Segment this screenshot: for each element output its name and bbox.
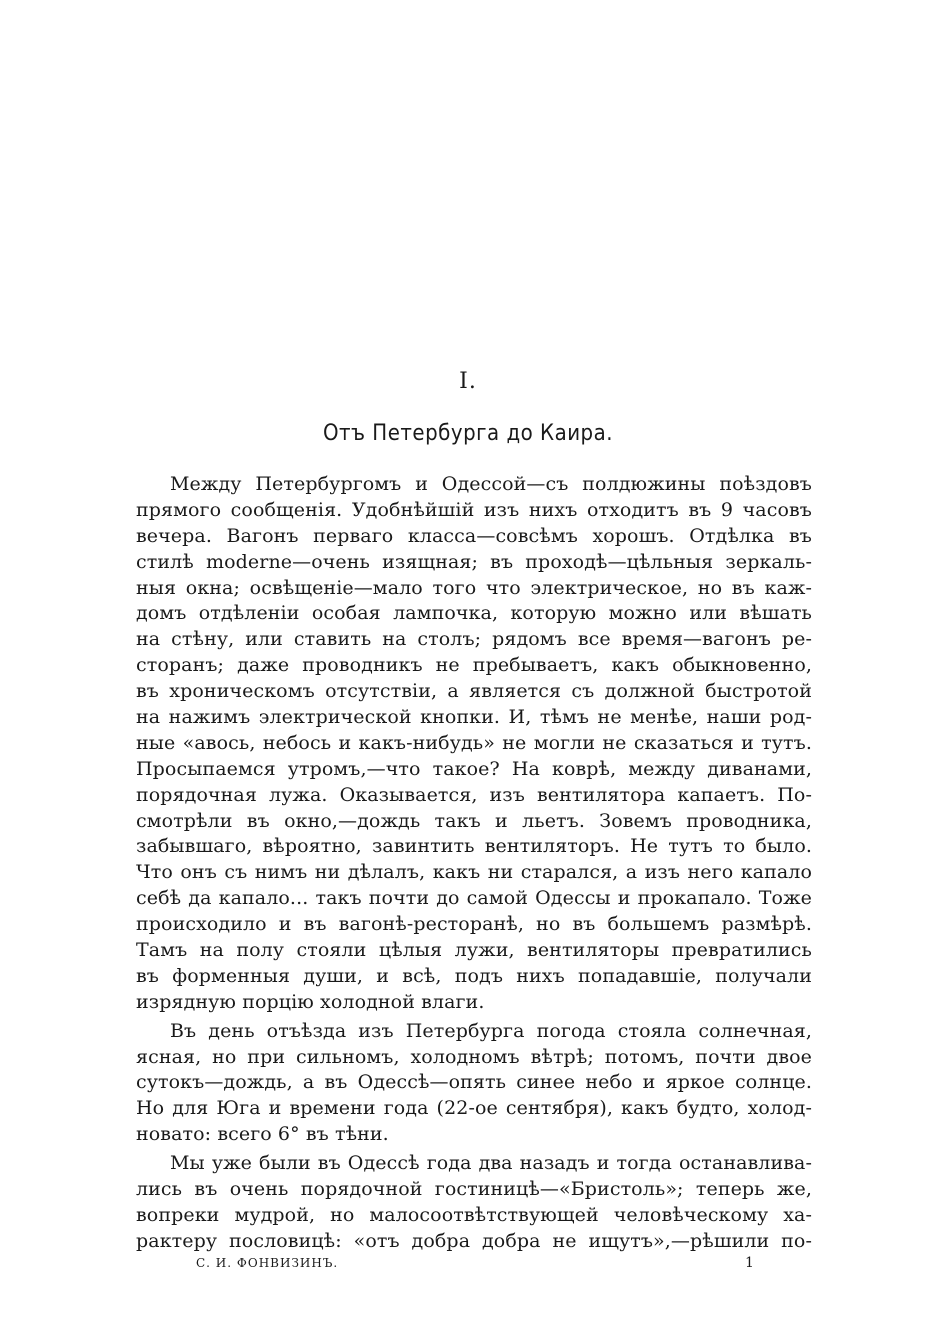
text-line: Тамъ на полу стояли цѣлыя лужи, вентиляторы превратились — [136, 939, 812, 962]
text-line: лись въ очень порядочной гостиницѣ—«Бристоль»; теперь же, — [136, 1178, 812, 1201]
text-line: сторанъ; даже проводникъ не пребываетъ, какъ обыкновенно, — [136, 654, 812, 677]
text-line: сутокъ—дождь, а въ Одессѣ—опять синее небо и яркое солнце. — [136, 1071, 812, 1094]
text-line: на нажимъ электрической кнопки. И, тѣмъ не менѣе, наши род- — [136, 706, 812, 729]
text-line: новато: всего 6° въ тѣни. — [136, 1123, 389, 1146]
text-line: Просыпаемся утромъ,—что такое? На коврѣ, между диванами, — [136, 757, 812, 780]
signature-mark: 1 — [745, 1255, 754, 1271]
text-line: себѣ да капало... такъ почти до самой Одессы и прокапало. Тоже — [136, 887, 812, 910]
text-line: происходило и въ вагонѣ-ресторанѣ, но въ большемъ размѣрѣ. — [136, 913, 812, 936]
body-text — [136, 472, 812, 1255]
text-line: Въ день отъѣзда изъ Петербурга погода стояла солнечная, — [170, 1019, 812, 1042]
text-line: ныя окна; освѣщеніе—мало того что электрическое, но въ каж- — [136, 576, 812, 599]
text-line: Между Петербургомъ и Одессой—съ полдюжины поѣздовъ — [170, 473, 812, 495]
text-line: въ форменныя души, и всѣ, подъ нихъ попадавшіе, получали — [136, 964, 812, 987]
text-line: порядочная лужа. Оказывается, изъ вентилятора капаетъ. По- — [136, 783, 812, 806]
text-line: изрядную порцію холодной влаги. — [136, 990, 485, 1013]
text-line: прямого сообщенія. Удобнѣйшій изъ нихъ отходитъ въ 9 часовъ — [136, 498, 812, 521]
footer-author: С. И. ФОНВИЗИНЪ. — [196, 1256, 339, 1270]
text-line: вопреки мудрой, но малосоотвѣтствующей человѣческому ха- — [136, 1203, 812, 1226]
text-line: на стѣну, или ставить на столъ; рядомъ все время—вагонъ ре- — [136, 628, 812, 651]
chapter-number: I. — [459, 369, 477, 394]
text-line: въ хроническомъ отсутствіи, а является съ должной быстротой — [136, 680, 812, 703]
text-line: забывшаго, вѣроятно, завинтить вентиляторъ. Не тутъ то было. — [136, 835, 812, 858]
text-line: стилѣ moderne—очень изящная; въ проходѣ—цѣльныя зеркаль- — [136, 550, 812, 573]
text-line: домъ отдѣленіи особая лампочка, которую можно или вѣшать — [136, 602, 812, 625]
text-line: смотрѣли въ окно,—дождь такъ и льетъ. Зовемъ проводника, — [136, 809, 812, 832]
text-line: вечера. Вагонъ перваго класса—совсѣмъ хорошъ. Отдѣлка въ — [136, 524, 812, 547]
text-line: ные «авось, небось и какъ-нибудь» не могли не сказаться и тутъ. — [136, 731, 812, 754]
text-line: Но для Юга и времени года (22-ое сентября), какъ будто, холод- — [136, 1097, 812, 1120]
text-line: ясная, но при сильномъ, холодномъ вѣтрѣ; потомъ, почти двое — [136, 1045, 812, 1068]
text-line: рактеру пословицѣ: «отъ добра добра не ищутъ»,—рѣшили по- — [136, 1229, 812, 1252]
text-line: Что онъ съ нимъ ни дѣлалъ, какъ ни старался, а изъ него капало — [136, 861, 812, 884]
page-footer — [0, 1252, 936, 1274]
chapter-title: Отъ Петербурга до Каира. — [322, 421, 614, 446]
text-line: Мы уже были въ Одессѣ года два назадъ и тогда останавлива- — [170, 1152, 812, 1175]
